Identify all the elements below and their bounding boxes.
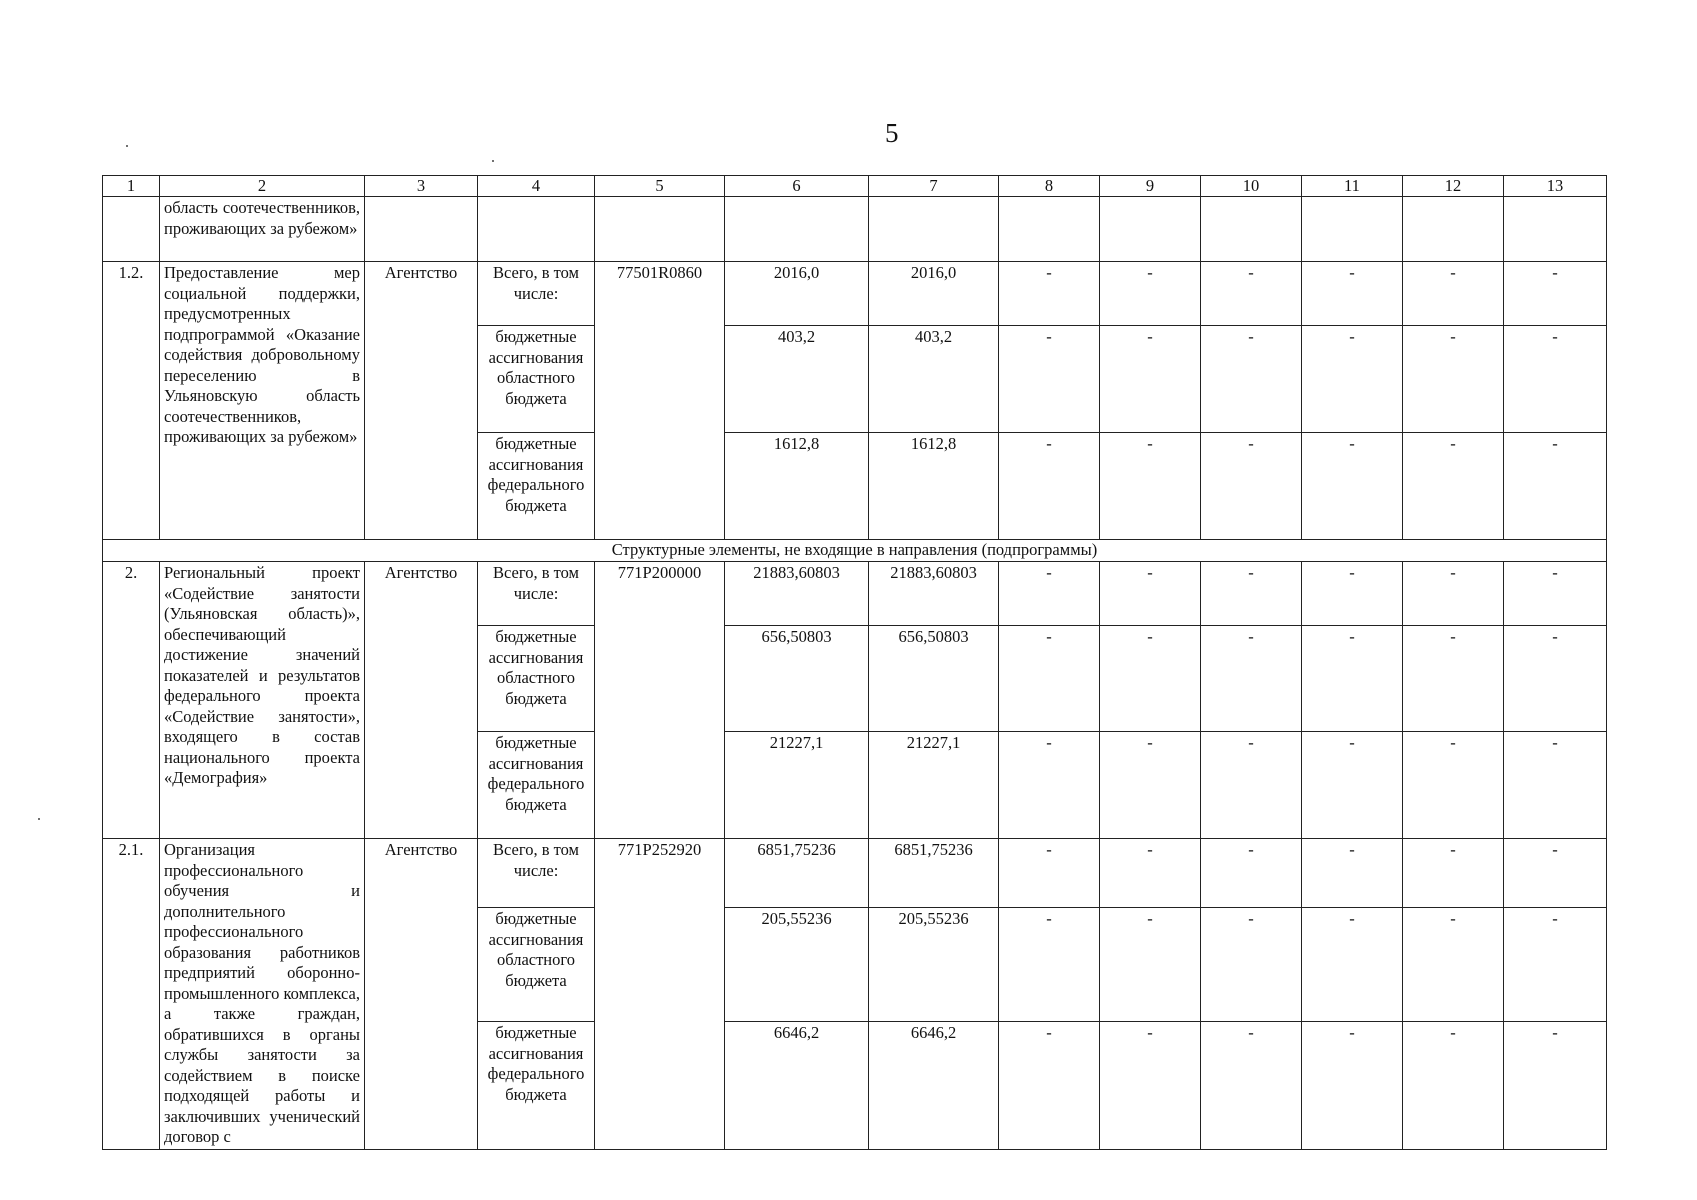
dash-cell: - [1504, 562, 1607, 626]
column-number: 9 [1100, 176, 1201, 197]
row-code: 77501R0860 [595, 262, 725, 540]
dash-cell: - [1403, 908, 1504, 1022]
dash-cell: - [1504, 732, 1607, 839]
dash-cell: - [1100, 839, 1201, 908]
dash-cell: - [999, 326, 1100, 433]
source-label: бюджетные ассигнования областного бюджета [478, 908, 595, 1022]
row-executor: Агентство [365, 839, 478, 1150]
dash-cell: - [1100, 562, 1201, 626]
column-number: 13 [1504, 176, 1607, 197]
value-col7: 205,55236 [869, 908, 999, 1022]
value-col6: 6646,2 [725, 1022, 869, 1149]
dash-cell: - [1201, 562, 1302, 626]
dash-cell: - [1504, 626, 1607, 732]
budget-table [102, 175, 1607, 1150]
value-col7: 403,2 [869, 326, 999, 433]
dash-cell: - [1100, 732, 1201, 839]
column-number: 10 [1201, 176, 1302, 197]
cell-empty [1201, 197, 1302, 262]
dash-cell: - [1504, 1022, 1607, 1149]
source-label: бюджетные ассигнования федерального бюджета [478, 433, 595, 540]
value-col6: 656,50803 [725, 626, 869, 732]
dash-cell: - [1201, 326, 1302, 433]
dash-cell: - [1403, 326, 1504, 433]
column-number: 2 [160, 176, 365, 197]
value-col6: 2016,0 [725, 262, 869, 326]
value-col7: 6646,2 [869, 1022, 999, 1149]
column-number: 8 [999, 176, 1100, 197]
dash-cell: - [1302, 732, 1403, 839]
source-label: бюджетные ассигнования областного бюджета [478, 326, 595, 433]
cell-empty [1403, 197, 1504, 262]
row-description: Организация профессионального обучения и дополнительного профессионального образования работников предприятий оборонно-промышленного комплекса, а также граждан, обратившихся в органы службы занятости за содействием в поиске подходящей работы и заключивших ученический договор с [160, 839, 365, 1150]
dash-cell: - [1504, 433, 1607, 540]
dash-cell: - [1504, 839, 1607, 908]
table-row [103, 262, 1607, 326]
cell-empty [103, 197, 160, 262]
dash-cell: - [999, 562, 1100, 626]
cell-empty [1302, 197, 1403, 262]
value-col6: 21227,1 [725, 732, 869, 839]
cell-empty [1100, 197, 1201, 262]
dash-cell: - [1201, 433, 1302, 540]
section-row [103, 540, 1607, 562]
dash-cell: - [1403, 433, 1504, 540]
value-col6: 21883,60803 [725, 562, 869, 626]
value-col7: 2016,0 [869, 262, 999, 326]
section-title: Структурные элементы, не входящие в направления (подпрограммы) [103, 540, 1607, 562]
dash-cell: - [1504, 326, 1607, 433]
dash-cell: - [999, 262, 1100, 326]
column-number: 6 [725, 176, 869, 197]
value-col7: 656,50803 [869, 626, 999, 732]
dash-cell: - [1302, 1022, 1403, 1149]
dash-cell: - [1302, 908, 1403, 1022]
value-col6: 6851,75236 [725, 839, 869, 908]
value-col7: 6851,75236 [869, 839, 999, 908]
column-number: 3 [365, 176, 478, 197]
dash-cell: - [1403, 839, 1504, 908]
dash-cell: - [999, 839, 1100, 908]
cell-empty [478, 197, 595, 262]
column-number: 5 [595, 176, 725, 197]
dash-cell: - [999, 626, 1100, 732]
row-description: Региональный проект «Содействие занятости (Ульяновская область)», обеспечивающий достижение значений показателей и результатов федерального проекта «Содействие занятости», входящего в состав национального проекта «Демография» [160, 562, 365, 839]
cell-empty [1504, 197, 1607, 262]
scan-speck [126, 145, 128, 147]
dash-cell: - [1100, 262, 1201, 326]
dash-cell: - [1201, 908, 1302, 1022]
dash-cell: - [1302, 562, 1403, 626]
column-number: 11 [1302, 176, 1403, 197]
dash-cell: - [1302, 326, 1403, 433]
dash-cell: - [1100, 433, 1201, 540]
scan-speck [492, 160, 494, 162]
dash-cell: - [1302, 433, 1403, 540]
source-label: Всего, в том числе: [478, 262, 595, 326]
dash-cell: - [1100, 326, 1201, 433]
dash-cell: - [1403, 626, 1504, 732]
dash-cell: - [1504, 908, 1607, 1022]
dash-cell: - [1403, 262, 1504, 326]
source-label: Всего, в том числе: [478, 839, 595, 908]
row-number: 2.1. [103, 839, 160, 1150]
cell-empty [869, 197, 999, 262]
row-code: 771P252920 [595, 839, 725, 1150]
row-number: 1.2. [103, 262, 160, 540]
source-label: бюджетные ассигнования федерального бюджета [478, 1022, 595, 1149]
value-col6: 403,2 [725, 326, 869, 433]
row-description: Предоставление мер социальной поддержки, предусмотренных подпрограммой «Оказание содействия добровольному переселению в Ульяновскую область соотечественников, проживающих за рубежом» [160, 262, 365, 540]
row-code: 771P200000 [595, 562, 725, 839]
source-label: бюджетные ассигнования областного бюджета [478, 626, 595, 732]
row-executor: Агентство [365, 262, 478, 540]
dash-cell: - [1403, 732, 1504, 839]
column-number: 4 [478, 176, 595, 197]
column-number: 1 [103, 176, 160, 197]
source-label: Всего, в том числе: [478, 562, 595, 626]
scan-speck [38, 818, 40, 820]
dash-cell: - [1302, 626, 1403, 732]
cell-empty [999, 197, 1100, 262]
value-col7: 21883,60803 [869, 562, 999, 626]
cell-empty [595, 197, 725, 262]
table-row [103, 839, 1607, 908]
column-number: 12 [1403, 176, 1504, 197]
dash-cell: - [1302, 839, 1403, 908]
dash-cell: - [1504, 262, 1607, 326]
table-row [103, 562, 1607, 626]
continuation-row [103, 197, 1607, 262]
row-description: область соотечественников, проживающих за рубежом» [160, 197, 365, 262]
dash-cell: - [1100, 908, 1201, 1022]
value-col6: 1612,8 [725, 433, 869, 540]
page-number: 5 [885, 118, 899, 148]
value-col7: 1612,8 [869, 433, 999, 540]
row-number: 2. [103, 562, 160, 839]
dash-cell: - [999, 732, 1100, 839]
column-number: 7 [869, 176, 999, 197]
dash-cell: - [1201, 839, 1302, 908]
dash-cell: - [1201, 1022, 1302, 1149]
cell-empty [365, 197, 478, 262]
dash-cell: - [1403, 1022, 1504, 1149]
dash-cell: - [1201, 626, 1302, 732]
value-col7: 21227,1 [869, 732, 999, 839]
dash-cell: - [1302, 262, 1403, 326]
dash-cell: - [1201, 262, 1302, 326]
cell-empty [725, 197, 869, 262]
dash-cell: - [1100, 1022, 1201, 1149]
dash-cell: - [999, 433, 1100, 540]
column-number-row [103, 176, 1607, 197]
dash-cell: - [1100, 626, 1201, 732]
dash-cell: - [1201, 732, 1302, 839]
value-col6: 205,55236 [725, 908, 869, 1022]
source-label: бюджетные ассигнования федерального бюджета [478, 732, 595, 839]
dash-cell: - [999, 1022, 1100, 1149]
row-executor: Агентство [365, 562, 478, 839]
dash-cell: - [1403, 562, 1504, 626]
dash-cell: - [999, 908, 1100, 1022]
